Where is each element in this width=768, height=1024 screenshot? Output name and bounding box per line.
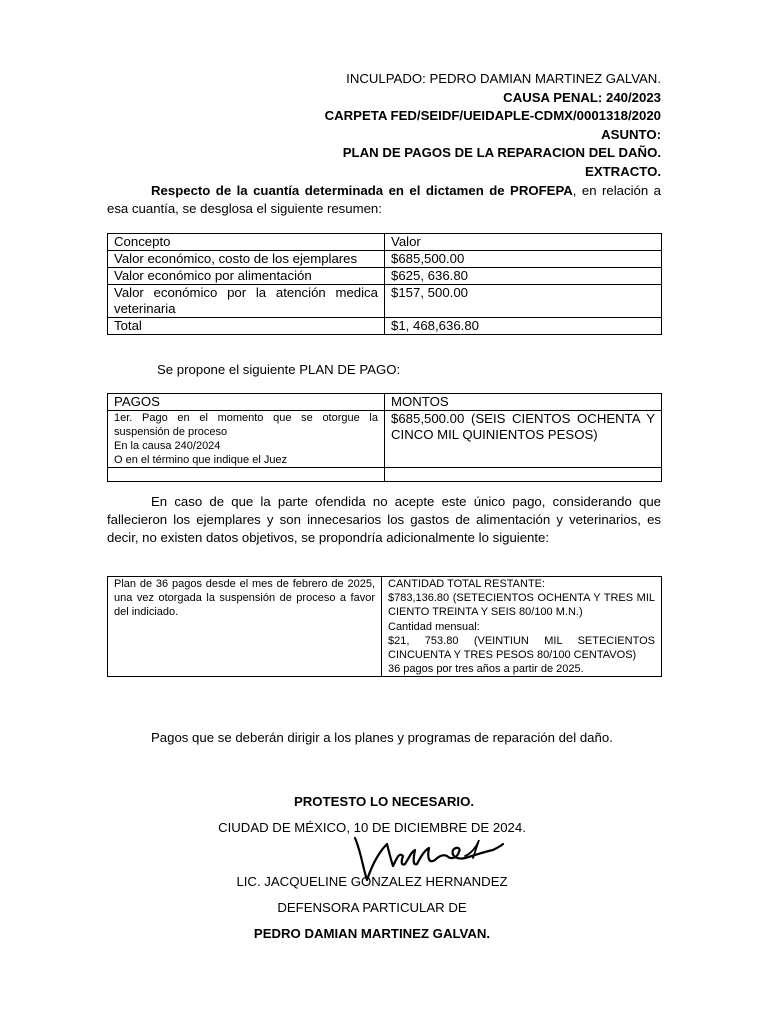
pago-line: En la causa 240/2024 <box>114 440 221 452</box>
plan-table <box>107 576 662 677</box>
column-header: Concepto <box>108 234 385 251</box>
pago-line: O en el término que indique el Juez <box>114 454 288 466</box>
alternative-text: En caso de que la parte ofendida no acepte este único pago, considerando que fallecieron los ejemplares y son innecesarios los gastos de alimentación y veterinarios, es decir, no existen datos objetivos, se propondría adicionalmente lo siguiente: <box>107 494 661 546</box>
table-row <box>108 285 662 318</box>
plan-line: CANTIDAD TOTAL RESTANTE: <box>388 578 546 590</box>
payments-text: Pagos que se deberán dirigir a los planes y programas de reparación del daño. <box>151 730 613 745</box>
proposal-intro-text: Se propone el siguiente PLAN DE PAGO: <box>157 362 401 377</box>
column-header: Valor <box>385 234 662 251</box>
pago-line: 1er. Pago en el momento que se otorgue la suspensión de proceso <box>114 412 378 438</box>
payment-table <box>107 393 662 482</box>
header-inculpado: INCULPADO: PEDRO DAMIAN MARTINEZ GALVAN. <box>346 71 661 86</box>
column-header: PAGOS <box>108 394 385 411</box>
plan-line: $21, 753.80 (VEINTIUN MIL SETECIENTOS CINCUENTA Y TRES PESOS 80/100 CENTAVOS) <box>388 634 655 662</box>
plan-line: $783,136.80 (SETECIENTOS OCHENTA Y TRES MIL CIENTO TREINTA Y SEIS 80/100 M.N.) <box>388 592 655 619</box>
signatory-role: DEFENSORA PARTICULAR DE <box>277 900 467 915</box>
column-header: MONTOS <box>385 394 662 411</box>
table-row <box>108 318 662 335</box>
header-asunto: ASUNTO: <box>601 126 661 142</box>
valor-cell: $1, 468,636.80 <box>385 318 662 335</box>
header-plan-title: PLAN DE PAGOS DE LA REPARACION DEL DAÑO. <box>342 145 661 161</box>
plan-amounts-cell <box>382 577 662 677</box>
table-row <box>108 268 662 285</box>
valor-cell: $685,500.00 <box>385 251 662 268</box>
concepto-cell: Valor económico por la atención medica veterinaria <box>108 285 385 318</box>
client-name: PEDRO DAMIAN MARTINEZ GALVAN. <box>253 926 491 941</box>
concepto-cell: Total <box>108 318 385 335</box>
empty-cell <box>385 468 662 482</box>
signatory-name: LIC. JACQUELINE GONZALEZ HERNANDEZ <box>236 874 508 889</box>
table-row <box>108 468 662 482</box>
plan-line: Cantidad mensual: <box>388 620 480 633</box>
concepto-cell: Valor económico, costo de los ejemplares <box>108 251 385 268</box>
table-header-row <box>108 394 662 411</box>
empty-cell <box>108 468 385 482</box>
plan-description-cell: Plan de 36 pagos desde el mes de febrero de 2025, una vez otorgada la suspensión de proceso a favor del indiciado. <box>108 577 382 677</box>
header-carpeta: CARPETA FED/SEIDF/UEIDAPLE-CDMX/0001318/2020 <box>324 108 661 124</box>
intro-rest-text: , en relación a esa cuantía, se desglosa el siguiente resumen: <box>107 183 661 217</box>
table-row <box>108 251 662 268</box>
document-header <box>325 70 661 182</box>
plan-line: 36 pagos por tres años a partir de 2025. <box>388 663 584 676</box>
valor-cell: $157, 500.00 <box>385 285 662 318</box>
summary-table <box>107 233 662 335</box>
proposal-intro <box>107 361 661 379</box>
alternative-paragraph <box>107 493 661 548</box>
place-date-line: CIUDAD DE MÉXICO, 10 DE DICIEMBRE DE 2024. <box>218 820 526 835</box>
pagos-cell <box>108 411 385 468</box>
intro-bold-text: Respecto de la cuantía determinada en el dictamen de PROFEPA <box>151 183 573 198</box>
concepto-cell: Valor económico por alimentación <box>108 268 385 285</box>
header-extracto: EXTRACTO. <box>585 163 661 179</box>
table-header-row <box>108 234 662 251</box>
header-causa-penal: CAUSA PENAL: 240/2023 <box>503 89 661 105</box>
montos-cell: $685,500.00 (SEIS CIENTOS OCHENTA Y CINCO MIL QUINIENTOS PESOS) <box>385 411 662 468</box>
table-row <box>108 577 662 677</box>
valor-cell: $625, 636.80 <box>385 268 662 285</box>
table-row <box>108 411 662 468</box>
intro-paragraph <box>107 182 661 218</box>
protesto-line: PROTESTO LO NECESARIO. <box>293 794 474 809</box>
payments-paragraph <box>107 729 661 747</box>
